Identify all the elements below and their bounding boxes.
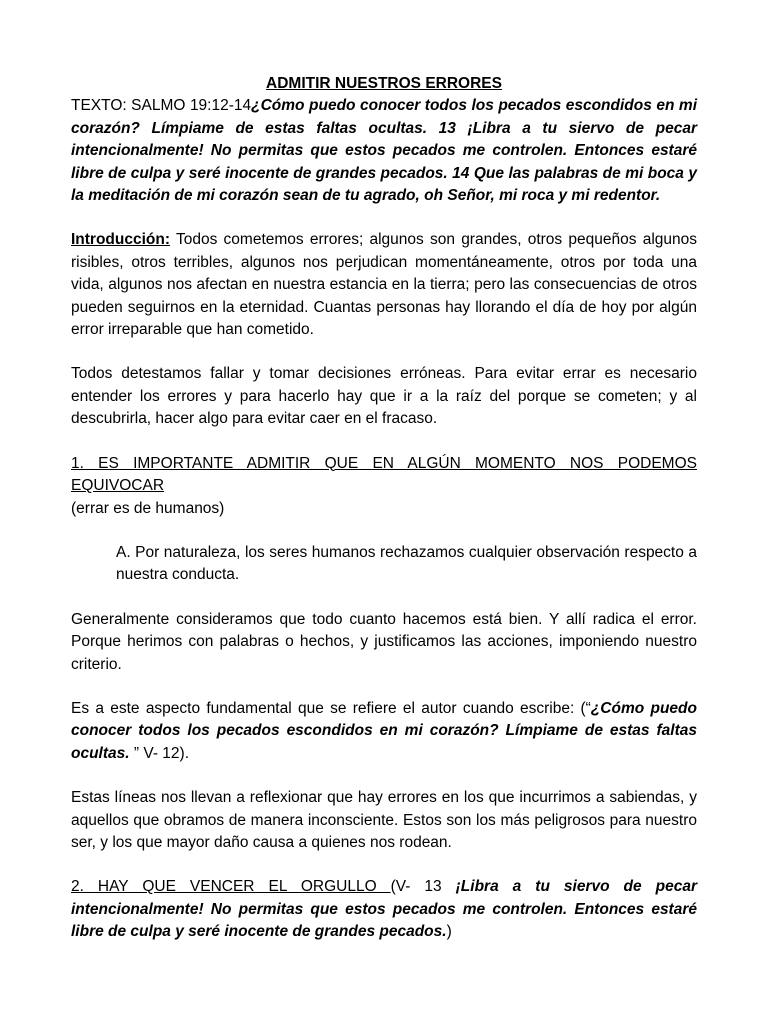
paragraph-aspecto-lead: Es a este aspecto fundamental que se refiere el autor cuando escribe: (“	[71, 699, 591, 717]
introduction-text: Todos cometemos errores; algunos son grandes, otros pequeños algunos risibles, otros terribles, algunos nos perjudican momentáneamente, otros por toda una vida, algunos nos afectan en nuestra estancia en la tierra; pero las consecuencias de otros pueden seguirnos en la eternidad. Cuantas personas hay llorando el día de hoy por algún error irreparable que han cometido.	[71, 231, 697, 339]
introduction-label: Introducción:	[71, 231, 171, 249]
point-2-paragraph	[71, 876, 697, 943]
paragraph-aspecto-quote: ¿Cómo puedo conocer todos los pecados escondidos en mi corazón? Límpiame de estas faltas ocultas.	[71, 699, 697, 762]
point-2-quote: ¡Libra a tu siervo de pecar intencionalmente! No permitas que estos pecados me controlen. Entonces estaré libre de culpa y seré inocente de grandes pecados.	[71, 878, 697, 941]
point-1-paragraph	[71, 453, 697, 520]
point-1-heading: 1. ES IMPORTANTE ADMITIR QUE EN ALGÚN MOMENTO NOS PODEMOS EQUIVOCAR	[71, 454, 697, 495]
point-2-heading: 2. HAY QUE VENCER EL ORGULLO	[71, 878, 391, 896]
paragraph-generalmente: Generalmente consideramos que todo cuanto hacemos está bien. Y allí radica el error. Porque herimos con palabras o hechos, y justificamos las acciones, imponiendo nuestro criterio.	[71, 610, 697, 673]
paragraph-aspecto-tail: ” V- 12).	[129, 744, 190, 762]
point-2-tail: )	[446, 923, 452, 941]
paragraph-reflexionar: Estas líneas nos llevan a reflexionar que hay errores en los que incurrimos a sabiendas, y aquellos que obramos de manera inconsciente. Estos son los más peligrosos para nuestro ser, y los que mayor daño causa a quienes nos rodean.	[71, 789, 697, 851]
scripture-text-paragraph	[71, 95, 697, 207]
scripture-quote: ¿Cómo puedo conocer todos los pecados escondidos en mi corazón? Límpiame de estas faltas ocultas. 13 ¡Libra a tu siervo de pecar intencionalmente! No permitas que estos pecados me controlen. Entonces estaré libre de culpa y seré inocente de grandes pecados. 14 Que las palabras de mi boca y la meditación de mi corazón sean de tu agrado, oh Señor, mi roca y mi redentor.	[71, 97, 697, 205]
point-1-subtitle: (errar es de humanos)	[71, 499, 225, 517]
document-title: ADMITIR NUESTROS ERRORES	[266, 75, 502, 92]
point-1-item-a: A. Por naturaleza, los seres humanos rechazamos cualquier observación respecto a nuestra conducta.	[116, 543, 697, 584]
document-body	[71, 73, 697, 944]
scripture-label: TEXTO: SALMO 19:12-14	[71, 97, 252, 115]
introduction-paragraph	[71, 229, 697, 341]
paragraph-fallar: Todos detestamos fallar y tomar decisiones erróneas. Para evitar errar es necesario entender los errores y para hacerlo hay que ir a la raíz del porque se cometen; y al descubrirla, hacer algo para evitar caer en el fracaso.	[71, 365, 697, 428]
paragraph-aspecto	[71, 698, 697, 765]
point-2-lead: (V- 13	[390, 878, 456, 896]
